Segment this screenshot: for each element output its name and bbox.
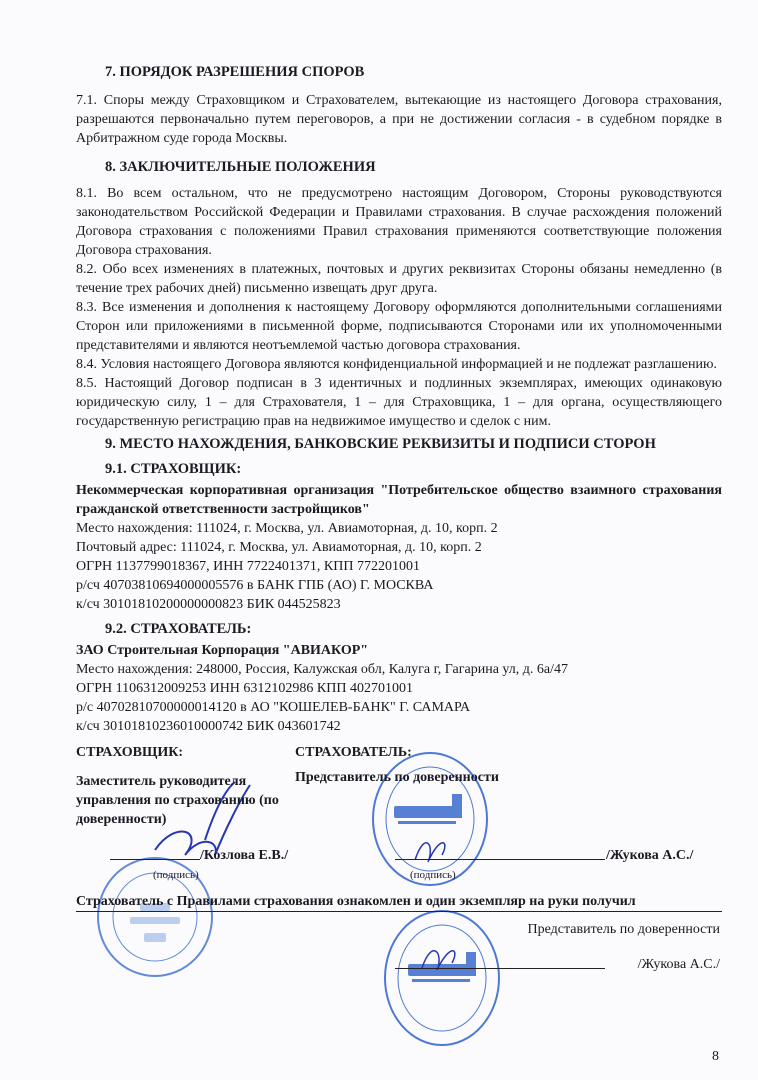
insurer-name: Некоммерческая корпоративная организация "Потребительское общество взаимного страхования гражданской ответственности застройщиков" — [76, 483, 722, 517]
insured-position: Представитель по доверенности — [295, 770, 499, 785]
insurer-postal-address: Почтовый адрес: 111024, г. Москва, ул. Авиамоторная, д. 10, корп. 2 — [76, 540, 482, 555]
section-7-heading: 7. ПОРЯДОК РАЗРЕШЕНИЯ СПОРОВ — [105, 64, 365, 80]
insured-address: Место нахождения: 248000, Россия, Калужская обл, Калуга г, Гагарина ул, д. 6а/47 — [76, 662, 569, 677]
ack-position: Представитель по доверенности — [527, 922, 720, 937]
clause-8-3: 8.3. Все изменения и дополнения к настоящему Договору оформляются дополнительными соглашениями Сторон или приложениями в письменной форме, подписываются Сторонами или их уполномоченными представителями и являются неотъемлемой частью договора страхования. — [76, 300, 722, 353]
insurer-signatory: /Козлова Е.В./ — [200, 848, 289, 863]
clause-8-4: 8.4. Условия настоящего Договора являются конфиденциальной информацией и не подлежат разглашению. — [76, 357, 717, 372]
clause-8-1: 8.1. Во всем остальном, что не предусмотрено настоящим Договором, Стороны руководствуются законодательством Российской Федерации и Правилами страхования. В случае расхождения положений Договора страхования с положениями Правил страхования применяются соответствующие положения Договора страхования. — [76, 186, 722, 258]
insured-sign-label: СТРАХОВАТЕЛЬ: — [295, 745, 412, 760]
insurer-address: Место нахождения: 111024, г. Москва, ул. Авиамоторная, д. 10, корп. 2 — [76, 521, 498, 536]
insurer-corr-account: к/сч 30101810200000000823 БИК 044525823 — [76, 597, 341, 612]
insurer-account: р/сч 40703810694000005576 в БАНК ГПБ (АО) Г. МОСКВА — [76, 578, 434, 593]
section-9-heading: 9. МЕСТО НАХОЖДЕНИЯ, БАНКОВСКИЕ РЕКВИЗИТЫ И ПОДПИСИ СТОРОН — [105, 436, 656, 452]
acknowledgement-underline — [76, 911, 722, 912]
insured-stamp-2 — [382, 908, 502, 1048]
insurer-position-2: управления по страхованию (по — [76, 793, 279, 808]
insured-corr-account: к/сч 30101810236010000742 БИК 043601742 — [76, 719, 341, 734]
insured-name: ЗАО Строительная Корпорация "АВИАКОР" — [76, 643, 369, 658]
insured-account: р/с 40702810700000014120 в АО "КОШЕЛЕВ-БАНК" Г. САМАРА — [76, 700, 471, 715]
page-number: 8 — [712, 1049, 719, 1064]
acknowledgement: Страхователь с Правилами страхования ознакомлен и один экземпляр на руки получил — [76, 894, 636, 909]
insurer-signature-line — [110, 859, 200, 860]
insured-ids: ОГРН 1106312009253 ИНН 6312102986 КПП 402701001 — [76, 681, 413, 696]
insurer-heading: 9.1. СТРАХОВЩИК: — [105, 461, 242, 477]
clause-7-1: 7.1. Споры между Страховщиком и Страхователем, вытекающие из настоящего Договора страхования, разрешаются первоначально путем переговоров, а при не достижении согласия - в судебном порядке в Арбитражном суде города Москвы. — [76, 93, 722, 146]
insurer-position-1: Заместитель руководителя — [76, 774, 247, 789]
ack-signature-line — [395, 968, 605, 969]
clause-8-2: 8.2. Обо всех изменениях в платежных, почтовых и других реквизитах Стороны обязаны немедленно (в течение трех рабочих дней) письменно извещать друг друга. — [76, 262, 722, 296]
insured-signature-caption: (подпись) — [410, 869, 456, 881]
ack-signatory: /Жукова А.С./ — [637, 957, 720, 972]
document-body — [76, 63, 722, 1043]
insurer-position-3: доверенности) — [76, 812, 167, 827]
clause-8-5: 8.5. Настоящий Договор подписан в 3 идентичных и подлинных экземплярах, имеющих одинаковую юридическую силу, 1 – для Страхователя, 1 – для Страховщика, 1 – для органа, осуществляющего государственную регистрацию прав на недвижимое имущество и сделок с ним. — [76, 376, 722, 429]
section-8-heading: 8. ЗАКЛЮЧИТЕЛЬНЫЕ ПОЛОЖЕНИЯ — [105, 159, 376, 175]
insured-signatory: /Жукова А.С./ — [606, 848, 694, 863]
insured-signature-line — [395, 859, 605, 860]
insurer-sign-label: СТРАХОВЩИК: — [76, 745, 184, 760]
signature-block — [0, 743, 758, 1043]
insured-heading: 9.2. СТРАХОВАТЕЛЬ: — [105, 621, 252, 637]
insurer-signature-caption: (подпись) — [153, 869, 199, 881]
insurer-ids: ОГРН 1137799018367, ИНН 7722401371, КПП 772201001 — [76, 559, 420, 574]
